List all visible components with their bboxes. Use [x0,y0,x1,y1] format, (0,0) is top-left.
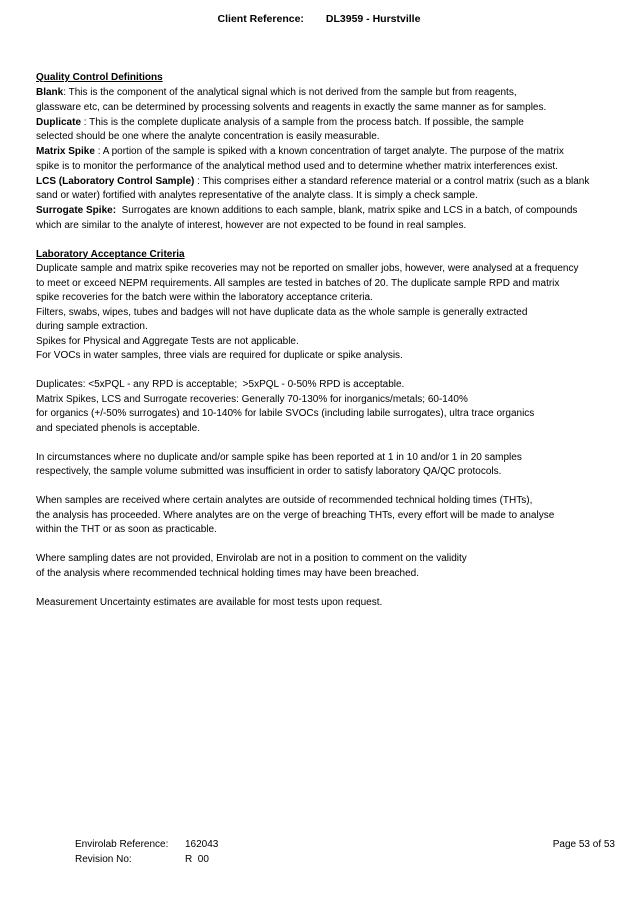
definition-duplicate [36,116,624,145]
paragraph-line: Filters, swabs, wipes, tubes and badges will not have duplicate data as the whole sample is generally extracted [36,306,528,318]
definition-text: : A portion of the sample is spiked with a known concentration of target analyte. The purpose of the matrix [94,146,564,157]
paragraph-line: during sample extraction. [36,321,148,332]
paragraph-line: Duplicates: <5xPQL - any RPD is acceptable; >5xPQL - 0-50% RPD is acceptable. [36,379,405,390]
envirolab-reference-label: Envirolab Reference: [75,839,169,850]
paragraph-line: and speciated phenols is acceptable. [36,422,201,434]
definition-text: : This is the complete duplicate analysis of a sample from the process batch. If possible, the sample [81,116,524,128]
definition-text: spike is to monitor the performance of the analytical method used and to determine whether matrix interferences exist. [36,160,558,172]
definition-text: sand or water) fortified with analytes representative of the analyte class. It is simply a check sample. [36,190,478,201]
term-blank: Blank [36,87,64,98]
definition-text: glassware etc, can be determined by processing solvents and reagents in exactly the same manner as for samples. [36,101,547,113]
document-body [36,71,624,610]
term-lcs: LCS (Laboratory Control Sample) [36,175,195,187]
paragraph-recoveries [36,378,624,436]
definition-text: selected should be one where the analyte concentration is easily measurable. [36,131,380,142]
paragraph-uncertainty [36,596,624,611]
definition-text: : This comprises either a standard reference material or a control matrix (such as a blank [194,175,590,187]
qc-definitions-title: Quality Control Definitions [36,72,163,83]
page-number: Page 53 of 53 [552,839,615,850]
revision-label: Revision No: [75,853,132,865]
revision-value: R 00 [185,853,209,865]
paragraph-line: of the analysis where recommended technical holding times may have been breached. [36,567,419,579]
paragraph-line: Duplicate sample and matrix spike recoveries may not be reported on smaller jobs, however, were analysed at a frequency [36,263,579,274]
paragraph-frequency [36,262,624,364]
term-duplicate: Duplicate [36,116,82,128]
definition-text: which are similar to the analyte of interest, however are not expected to be found in real samples. [36,219,467,231]
term-matrix-spike: Matrix Spike [36,146,95,157]
term-surrogate-spike: Surrogate Spike: [36,205,117,216]
definition-blank [36,86,624,115]
definition-surrogate-spike [36,204,624,233]
paragraph-line: for organics (+/-50% surrogates) and 10-140% for labile SVOCs (including labile surrogates), ultra trace organics [36,408,535,419]
paragraph-circumstances [36,451,624,480]
client-reference-value: DL3959 - Hurstville [325,13,421,25]
definition-text: Surrogates are known additions to each sample, blank, matrix spike and LCS in a batch, of compounds [116,205,578,216]
paragraph-sampling-dates [36,552,624,581]
page-footer [75,838,615,867]
paragraph-line: When samples are received where certain analytes are outside of recommended technical holding times (THTs), [36,495,533,506]
definition-matrix-spike [36,145,624,174]
paragraph-line: Measurement Uncertainty estimates are available for most tests upon request. [36,596,383,608]
client-reference-label: Client Reference: [217,13,304,25]
envirolab-reference-value: 162043 [185,839,219,850]
page-header [0,12,638,27]
paragraph-holding-times [36,494,624,538]
paragraph-line: Spikes for Physical and Aggregate Tests are not applicable. [36,335,299,347]
paragraph-line: Where sampling dates are not provided, Envirolab are not in a position to comment on the validity [36,553,467,564]
definition-lcs [36,175,624,204]
paragraph-line: In circumstances where no duplicate and/or sample spike has been reported at 1 in 10 and/or 1 in 20 samples [36,451,522,463]
paragraph-line: spike recoveries for the batch were within the laboratory acceptance criteria. [36,292,373,303]
paragraph-line: the analysis has proceeded. Where analytes are on the verge of breaching THTs, every effort will be made to analyse [36,509,555,521]
acceptance-criteria-title: Laboratory Acceptance Criteria [36,248,185,260]
paragraph-line: within the THT or as soon as practicable. [36,524,217,535]
paragraph-line: For VOCs in water samples, three vials are required for duplicate or spike analysis. [36,350,403,361]
definition-text: : This is the component of the analytical signal which is not derived from the sample but from reagents, [63,87,517,98]
paragraph-line: respectively, the sample volume submitted was insufficient in order to satisfy laboratory QA/QC protocols. [36,466,502,477]
paragraph-line: Matrix Spikes, LCS and Surrogate recoveries: Generally 70-130% for inorganics/metals; 60-140% [36,393,468,405]
paragraph-line: to meet or exceed NEPM requirements. All samples are tested in batches of 20. The duplicate sample RPD and matrix [36,277,560,289]
